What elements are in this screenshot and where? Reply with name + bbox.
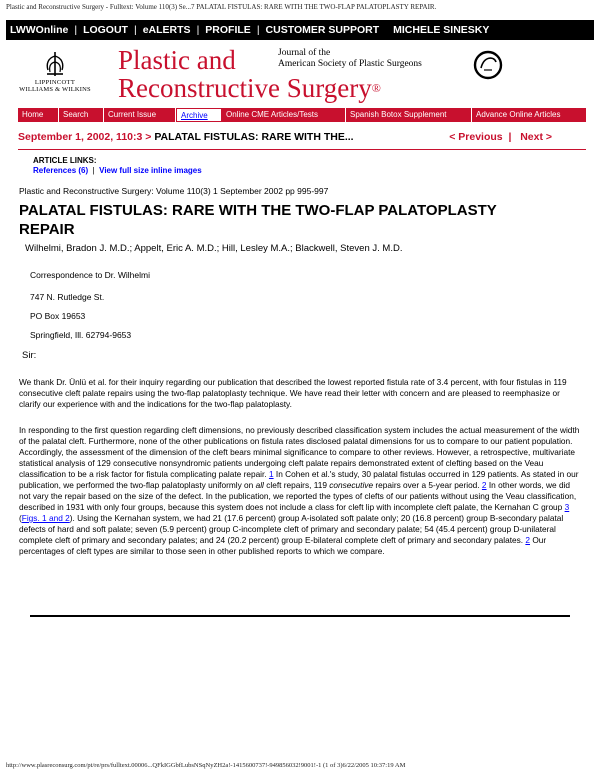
nav-search[interactable]: Search <box>59 108 104 122</box>
para2-text: Our percentages of cleft types are similar to those seen in other published reports to which we compare. <box>19 535 547 556</box>
authors: Wilhelmi, Bradon J. M.D.; Appelt, Eric A. M.D.; Hill, Lesley M.A.; Blackwell, Steven J. M.D. <box>25 243 403 254</box>
journal-title-line2 <box>118 74 381 102</box>
journal-subtitle-line2: American Society of Plastic Surgeons <box>278 59 422 69</box>
pager <box>449 131 552 143</box>
separator: | <box>256 24 260 36</box>
article-links-row <box>33 166 202 176</box>
lww-emblem-icon <box>42 50 68 78</box>
next-link[interactable]: Next > <box>520 131 552 143</box>
divider <box>30 615 570 617</box>
figures-link[interactable]: Figs. 1 and 2 <box>21 513 70 523</box>
nav-online-cme[interactable]: Online CME Articles/Tests <box>222 108 346 122</box>
nav-spanish-botox[interactable]: Spanish Botox Supplement <box>346 108 472 122</box>
breadcrumb-title: PALATAL FISTULAS: RARE WITH THE... <box>154 131 354 143</box>
para2-text: repairs over a 5-year period. <box>373 480 482 490</box>
para2-text: In responding to the first question regarding cleft dimensions, no previously described classification system includes the actual measurement of the width of the palatal cleft. Furthermore, none of the other publications on fistula rates disclosed palatal dimensions for us to compare to our patient population. Accordingly, the assessment of the dimension of the cleft bears minimal significance to compare to other reviews. However, a retrospective, multivariate statistical analysis of 129 consecutive nonsyndromic patients undergoing cleft palate repairs demonstrated extent of clefting based on the Veau classification to be a risk factor for fistula complicating palate repair. <box>19 425 580 479</box>
address-po-box: PO Box 19653 <box>30 311 86 321</box>
nav-home[interactable]: Home <box>18 108 59 122</box>
paragraph-1: We thank Dr. Ünlü et al. for their inquiry regarding our publication that described the lowest reported fistula rate of 3.4 percent, with four fistulas in 119 consecutive cleft palate repairs using the two-flap palatoplasty technique. We have read their letter with concern and are pleased to reemphasize or clarify our experience with and the indications for the two-flap palatoplasty. <box>19 377 567 409</box>
separator: | <box>196 24 200 36</box>
ealerts-link[interactable]: eALERTS <box>142 24 191 36</box>
para2-text: In Cohen et al.'s study, 30 palatal fistulas occurred in 129 patients. As stated in our publication, we performed the two-flap palatoplasty uniformly on <box>19 469 579 490</box>
reference-link[interactable]: 2 <box>525 535 531 545</box>
journal-title-text: Reconstructive Surgery <box>118 73 372 103</box>
para2-italic: all <box>255 480 264 490</box>
profile-link[interactable]: PROFILE <box>205 24 251 36</box>
reference-link[interactable]: 1 <box>268 469 274 479</box>
address-city: Springfield, Ill. 62794-9653 <box>30 330 132 340</box>
links-separator: | <box>92 166 95 175</box>
nav-archive[interactable]: Archive <box>176 108 222 122</box>
article-links-header: ARTICLE LINKS: <box>33 156 97 165</box>
lww-logo[interactable] <box>10 50 100 93</box>
asps-seal-icon <box>472 48 504 82</box>
citation: Plastic and Reconstructive Surgery: Volume 110(3) 1 September 2002 pp 995-997 <box>19 186 329 196</box>
view-images-link[interactable]: View full size inline images <box>99 166 202 175</box>
journal-subtitle-line1: Journal of the <box>278 48 331 58</box>
salutation: Sir: <box>22 350 37 361</box>
reference-link[interactable]: 3 <box>564 502 570 512</box>
references-link[interactable]: References (6) <box>33 166 89 175</box>
article-title-line1: PALATAL FISTULAS: RARE WITH THE TWO-FLAP PALATOPLASTY <box>19 202 497 219</box>
nav-current-issue[interactable]: Current Issue <box>104 108 176 122</box>
print-footer: http://www.plasreconsurg.com/pt/re/prs/fulltext.00006...QFkIGGbfLubsNSqNyZH2a!-1415600737!-949856032!9001!-1 (1 of 3)6/22/2005 10:37:19 AM <box>6 762 406 769</box>
paragraph-2 <box>19 425 581 557</box>
pager-separator: | <box>508 131 512 143</box>
journal-subtitle <box>278 48 422 70</box>
article-title <box>19 201 579 239</box>
correspondence-line: Correspondence to Dr. Wilhelmi <box>30 270 150 280</box>
lwwonline-link[interactable]: LWWOnline <box>10 24 69 36</box>
para2-text: ( <box>19 513 22 523</box>
divider <box>18 149 586 150</box>
reference-link[interactable]: 2 <box>481 480 487 490</box>
main-nav <box>18 108 586 122</box>
breadcrumb-issue-link[interactable]: September 1, 2002, 110:3 > <box>18 131 152 143</box>
journal-title-line1: Plastic and <box>118 45 236 75</box>
user-name: MICHELE SINESKY <box>393 24 490 36</box>
para2-italic: consecutive <box>329 480 374 490</box>
previous-link[interactable]: < Previous <box>449 131 503 143</box>
masthead <box>6 44 594 103</box>
para2-text: cleft repairs, 119 <box>263 480 330 490</box>
para2-text: ). Using the Kernahan system, we had 21 (17.6 percent) group A-isolated soft palate only; 20 (16.8 percent) group B-secondary palatal defects of hard and soft palate; seven (5.9 percent) group C-incomplete cleft of primary and secondary palate; 54 (45.4 percent) group D-unilateral complete cleft of primary and secondary palates; and 24 (20.2 percent) group E-bilateral complete cleft of primary and secondary palates. <box>19 513 564 545</box>
nav-advance-online[interactable]: Advance Online Articles <box>476 110 561 119</box>
article-title-line2: REPAIR <box>19 221 75 238</box>
print-header: Plastic and Reconstructive Surgery - Fulltext: Volume 110(3) Se...7 PALATAL FISTULAS: RARE WITH THE TWO-FLAP PALATOPLASTY REPAIR. <box>6 3 437 11</box>
separator: | <box>74 24 78 36</box>
logo-line1: LIPPINCOTT <box>34 79 76 86</box>
breadcrumb <box>18 131 586 143</box>
top-bar <box>6 20 594 40</box>
article-links <box>33 156 202 176</box>
separator: | <box>133 24 137 36</box>
customer-support-link[interactable]: CUSTOMER SUPPORT <box>265 24 380 36</box>
logout-link[interactable]: LOGOUT <box>83 24 128 36</box>
registered-mark: ® <box>371 81 381 95</box>
address-street: 747 N. Rutledge St. <box>30 292 105 302</box>
para2-text: In other words, we did not vary the repair based on the size of the defect. In the publication, we reported the types of clefts of our patients without using the Veau classification, described in 1931 with only four groups, because this system does not include a class for cleft lip with incomplete cleft palate, the Kernahan C group <box>19 480 577 512</box>
logo-line2: WILLIAMS & WILKINS <box>19 86 91 93</box>
